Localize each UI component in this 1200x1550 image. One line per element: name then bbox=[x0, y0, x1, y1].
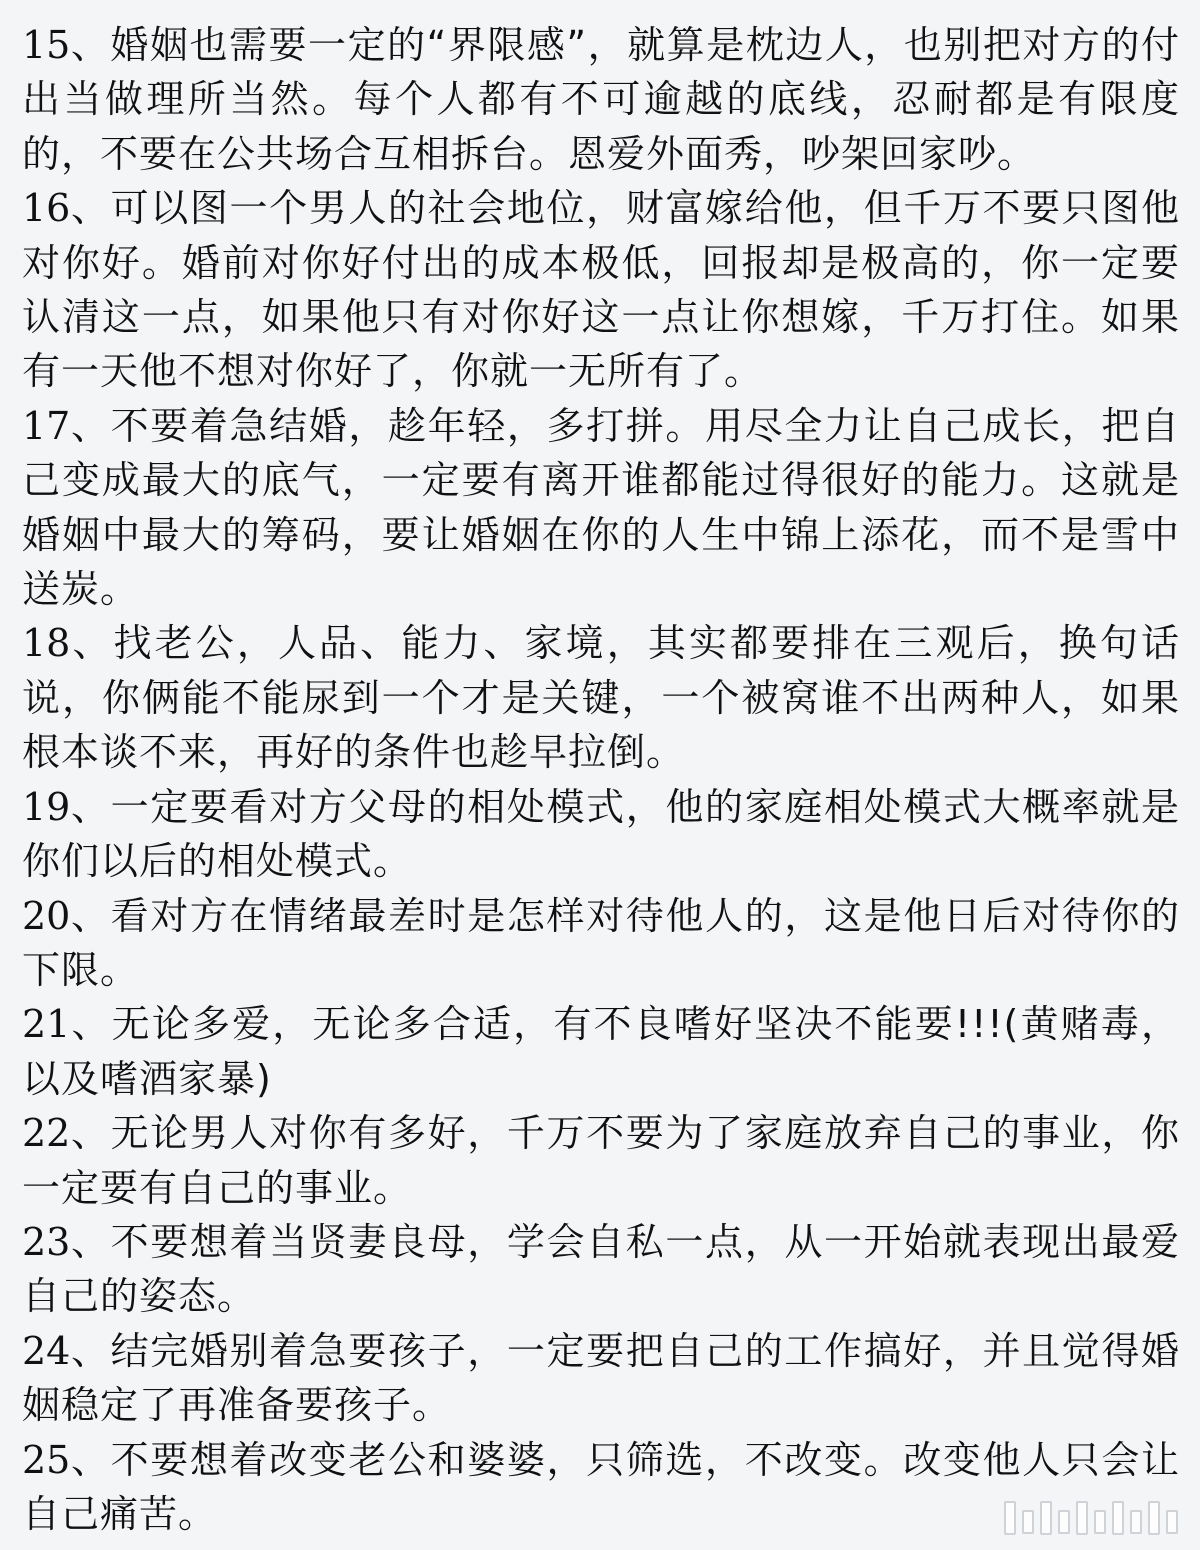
item-text: 、看对方在情绪最差时是怎样对待他人的，这是他日后对待你的下限。 bbox=[22, 893, 1180, 992]
item-number: 25 bbox=[22, 1437, 71, 1482]
item-number: 15 bbox=[22, 23, 71, 67]
watermark-logo bbox=[1004, 1500, 1178, 1536]
list-item-19 bbox=[22, 780, 1180, 889]
watermark-bar bbox=[1022, 1510, 1034, 1534]
item-text: 、一定要看对方父母的相处模式，他的家庭相处模式大概率就是你们以后的相处模式。 bbox=[22, 784, 1180, 884]
item-text: 、不要想着改变老公和婆婆，只筛选，不改变。改变他人只会让自己痛苦。 bbox=[22, 1437, 1180, 1536]
watermark-bar bbox=[1058, 1510, 1070, 1534]
item-text: 、不要着急结婚，趁年轻，多打拼。用尽全力让自己成长，把自己变成最大的底气，一定要有离开谁都能过得很好的能力。这就是婚姻中最大的筹码，要让婚姻在你的人生中锦上添花，而不是雪中送炭。 bbox=[22, 403, 1180, 612]
item-number: 24 bbox=[22, 1328, 71, 1373]
list-item-20 bbox=[22, 889, 1180, 998]
item-text: 、可以图一个男人的社会地位，财富嫁给他，但千万不要只图他对你好。婚前对你好付出的成本极低，回报却是极高的，你一定要认清这一点，如果他只有对你好这一点让你想嫁，千万打住。如果有一天他不想对你好了，你就一无所有了。 bbox=[22, 186, 1180, 394]
item-number: 18 bbox=[22, 621, 71, 666]
list-item-17 bbox=[22, 399, 1180, 617]
list-item-18 bbox=[22, 616, 1180, 779]
item-text: 、婚姻也需要一定的“界限感”，就算是枕边人，也别把对方的付出当做理所当然。每个人都有不可逾越的底线，忍耐都是有限度的，不要在公共场合互相拆台。恩爱外面秀，吵架回家吵。 bbox=[22, 23, 1180, 176]
list-item-21 bbox=[22, 997, 1180, 1106]
item-number: 20 bbox=[22, 893, 71, 938]
watermark-bar bbox=[1040, 1501, 1052, 1535]
watermark-bar bbox=[1166, 1510, 1178, 1534]
item-text: 、不要想着当贤妻良母，学会自私一点，从一开始就表现出最爱自己的姿态。 bbox=[22, 1219, 1180, 1319]
item-number: 19 bbox=[22, 784, 71, 829]
list-item-24 bbox=[22, 1324, 1180, 1433]
watermark-bar bbox=[1004, 1501, 1016, 1535]
item-number: 21 bbox=[22, 1002, 71, 1047]
watermark-bar bbox=[1148, 1501, 1160, 1535]
item-number: 17 bbox=[22, 403, 71, 448]
item-text: 、找老公，人品、能力、家境，其实都要排在三观后，换句话说，你俩能不能尿到一个才是关键，一个被窝谁不出两种人，如果根本谈不来，再好的条件也趁早拉倒。 bbox=[22, 621, 1180, 775]
watermark-bar bbox=[1076, 1501, 1088, 1535]
watermark-bar bbox=[1130, 1510, 1142, 1534]
list-item-16 bbox=[22, 181, 1180, 399]
item-text: 、结完婚别着急要孩子，一定要把自己的工作搞好，并且觉得婚姻稳定了再准备要孩子。 bbox=[22, 1328, 1180, 1428]
list-item-22 bbox=[22, 1106, 1180, 1215]
watermark-bar bbox=[1094, 1510, 1106, 1534]
item-number: 23 bbox=[22, 1219, 71, 1264]
item-text: 、无论男人对你有多好，千万不要为了家庭放弃自己的事业，你一定要有自己的事业。 bbox=[22, 1111, 1180, 1210]
list-item-23 bbox=[22, 1215, 1180, 1324]
watermark-bar bbox=[1112, 1501, 1124, 1535]
item-number: 16 bbox=[22, 186, 71, 231]
item-number: 22 bbox=[22, 1111, 71, 1156]
item-text: 、无论多爱，无论多合适，有不良嗜好坚决不能要!!!(黄赌毒，以及嗜酒家暴) bbox=[22, 1002, 1180, 1101]
article-page bbox=[22, 18, 1180, 1543]
list-item-15 bbox=[22, 18, 1180, 181]
